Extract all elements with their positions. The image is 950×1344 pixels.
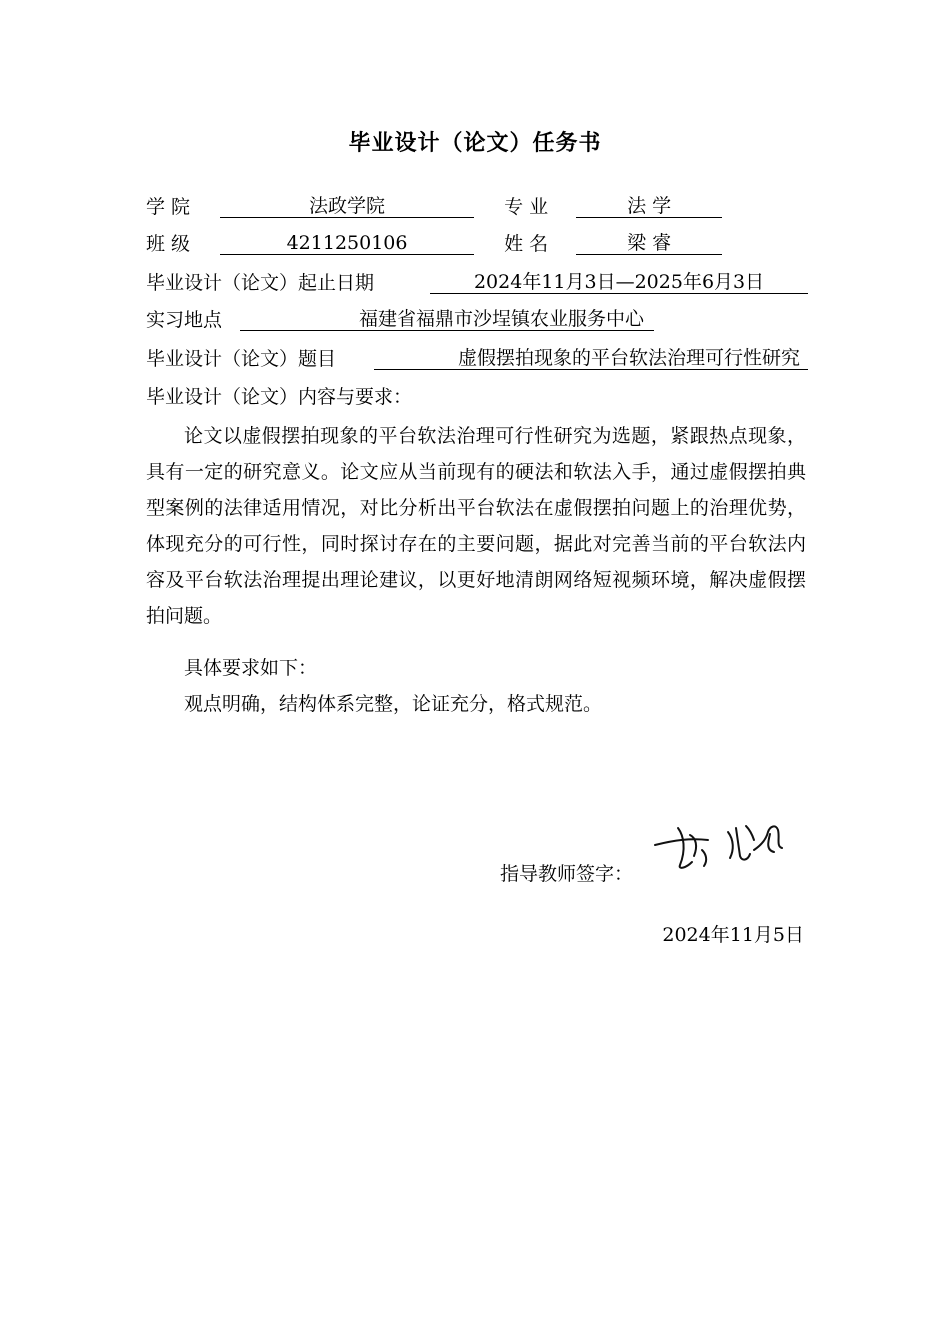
content-label-row	[146, 382, 412, 412]
college-major-row	[146, 192, 722, 222]
location-row	[146, 305, 654, 335]
location-value: 福建省福鼎市沙埕镇农业服务中心	[240, 305, 654, 331]
name-value: 梁 睿	[576, 229, 722, 255]
topic-row	[146, 344, 808, 374]
college-label: 学 院	[146, 196, 191, 218]
requirements-heading: 具体要求如下：	[184, 657, 318, 679]
major-value: 法 学	[576, 192, 722, 218]
period-label: 毕业设计（论文）起止日期	[146, 272, 375, 294]
content-paragraph: 论文以虚假摆拍现象的平台软法治理可行性研究为选题，紧跟热点现象，具有一定的研究意义。论文应从当前现有的硬法和软法入手，通过虚假摆拍典型案例的法律适用情况，对比分析出平台软法在虚假摆拍问题上的治理优势，体现充分的可行性，同时探讨存在的主要问题，据此对完善当前的平台软法内容及平台软法治理提出理论建议，以更好地清朗网络短视频环境，解决虚假摆拍问题。	[146, 425, 806, 627]
period-row	[146, 268, 808, 298]
requirements-text: 观点明确，结构体系完整，论证充分，格式规范。	[184, 693, 603, 715]
content-label: 毕业设计（论文）内容与要求：	[146, 386, 413, 408]
signature-label: 指导教师签字：	[500, 863, 634, 885]
major-label: 专 业	[504, 196, 549, 218]
class-name-row	[146, 229, 722, 259]
topic-value: 虚假摆拍现象的平台软法治理可行性研究	[374, 344, 808, 370]
class-label: 班 级	[146, 233, 191, 255]
document-title: 毕业设计（论文）任务书	[348, 131, 602, 156]
class-value: 4211250106	[220, 229, 474, 255]
signature-date: 2024年11月5日	[662, 924, 804, 946]
period-value: 2024年11月3日—2025年6月3日	[430, 268, 808, 294]
college-value: 法政学院	[220, 192, 474, 218]
handwritten-signature	[650, 810, 800, 880]
location-label: 实习地点	[146, 309, 223, 331]
topic-label: 毕业设计（论文）题目	[146, 348, 337, 370]
name-label: 姓 名	[504, 233, 549, 255]
